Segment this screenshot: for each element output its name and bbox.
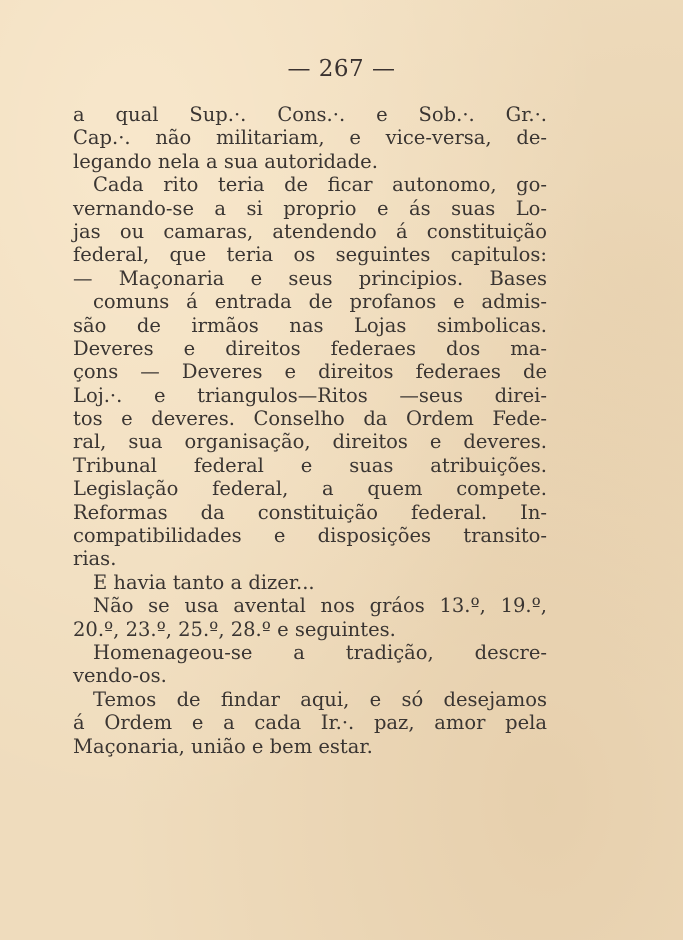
text-line: E havia tanto a dizer... xyxy=(93,570,315,594)
page-number: — 267 — xyxy=(287,56,396,82)
text-line: são de irmãos nas Lojas simbolicas. xyxy=(73,313,547,337)
text-line: a qual Sup.·. Cons.·. e Sob.·. Gr.·. xyxy=(73,103,547,126)
text-line: çons — Deveres e direitos federaes de xyxy=(73,360,547,384)
text-line: á Ordem e a cada Ir.·. paz, amor pela xyxy=(73,711,547,735)
text-line: Reformas da constituição federal. In- xyxy=(73,500,547,524)
text-line: vernando-se a si proprio e ás suas Lo- xyxy=(73,196,547,220)
text-line: Tribunal federal e suas atribuições. xyxy=(73,453,547,477)
text-line: Deveres e direitos federaes dos ma- xyxy=(73,336,547,360)
text-line: compatibilidades e disposições transito- xyxy=(73,524,547,548)
text-line: 20.º, 23.º, 25.º, 28.º e seguintes. xyxy=(73,617,396,641)
text-line: — Maçonaria e seus principios. Bases xyxy=(73,266,547,290)
body-text xyxy=(73,103,547,758)
text-line: Legislação federal, a quem compete. xyxy=(73,477,547,501)
text-line: ral, sua organisação, direitos e deveres. xyxy=(73,430,547,454)
text-line: vendo-os. xyxy=(73,664,167,688)
text-line: Cap.·. não militariam, e vice-versa, de- xyxy=(73,126,547,150)
text-line: tos e deveres. Conselho da Ordem Fede- xyxy=(73,407,547,431)
text-line: rias. xyxy=(73,547,117,571)
text-line: Homenageou-se a tradição, descre- xyxy=(93,640,547,664)
text-line: Maçonaria, união e bem estar. xyxy=(73,734,373,758)
text-line: jas ou camaras, atendendo á constituição xyxy=(73,219,547,243)
text-line: Loj.·. e triangulos—Ritos —seus direi- xyxy=(73,383,547,407)
text-line: comuns á entrada de profanos e admis- xyxy=(93,290,547,314)
text-line: legando nela a sua autoridade. xyxy=(73,149,378,173)
text-line: Cada rito teria de ficar autonomo, go- xyxy=(93,173,547,197)
text-line: Temos de findar aqui, e só desejamos xyxy=(93,687,547,711)
text-line: Não se usa avental nos gráos 13.º, 19.º, xyxy=(93,594,547,618)
text-line: federal, que teria os seguintes capitulos: xyxy=(73,243,547,267)
